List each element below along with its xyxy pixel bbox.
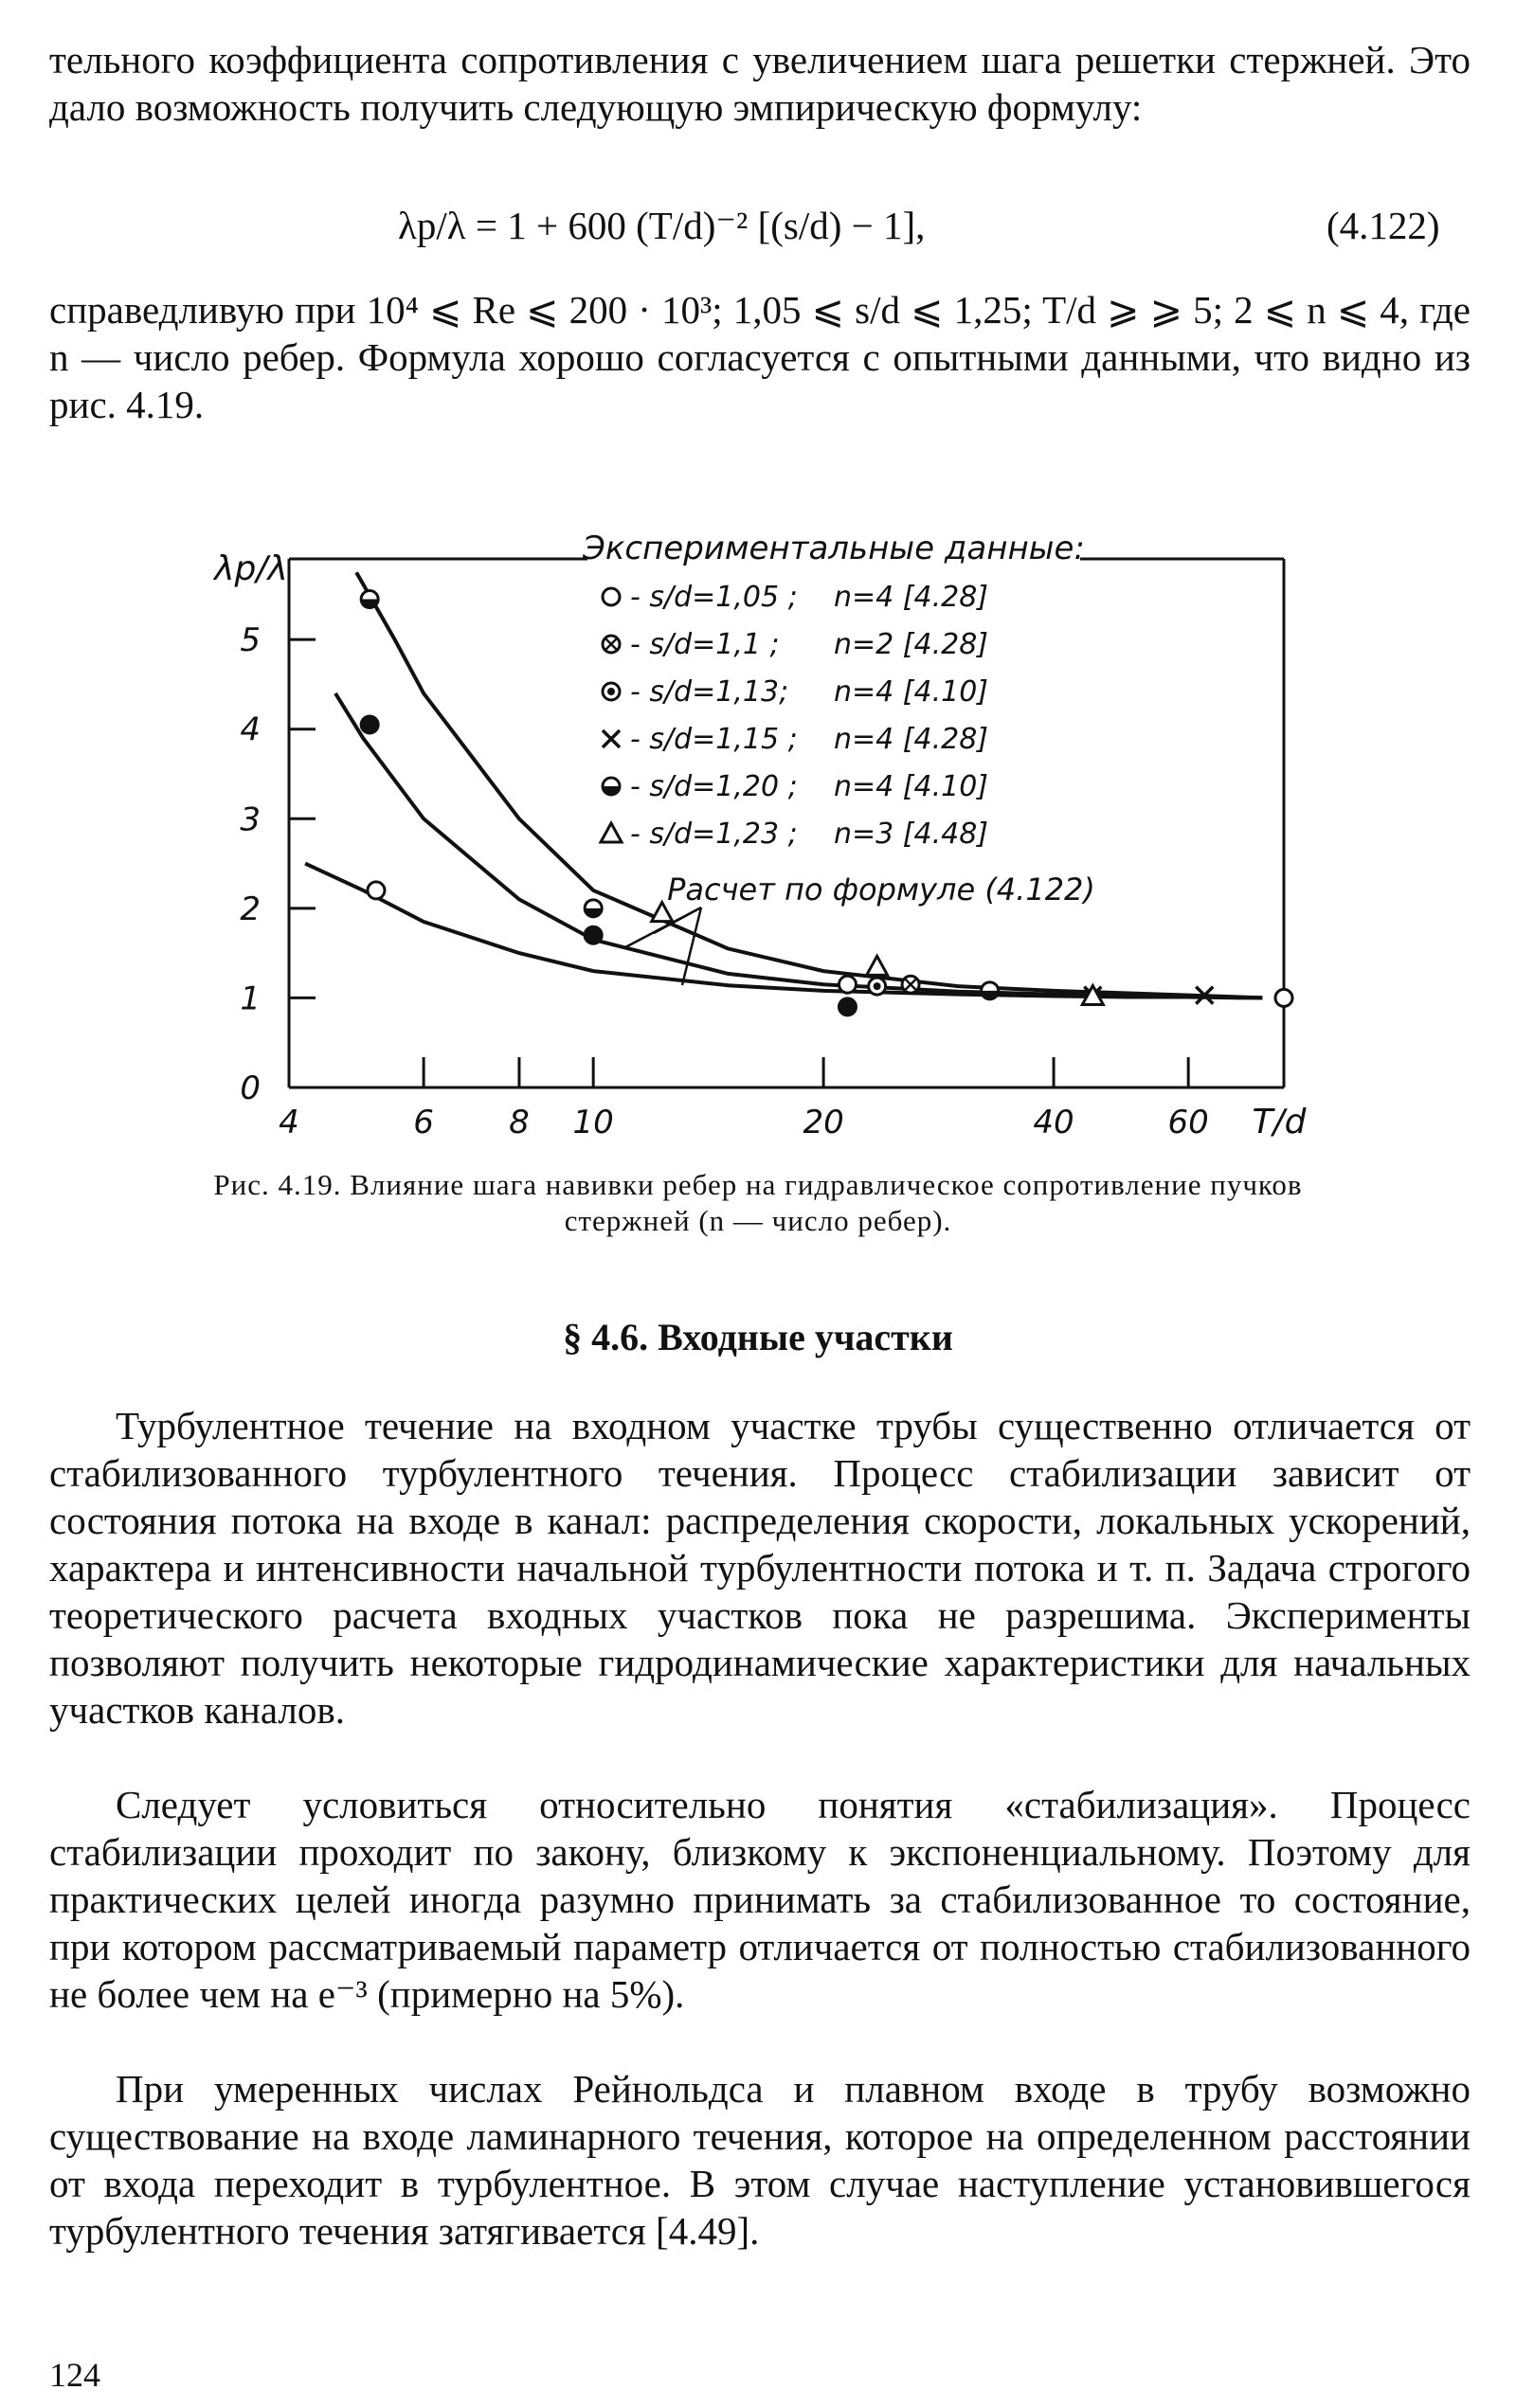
validity-paragraph: справедливую при 10⁴ ⩽ Re ⩽ 200 · 10³; 1,05 ⩽ s/d ⩽ 1,25; T/d ⩾ ⩾ 5; 2 ⩽ n ⩽ 4, где n — число ребер. Формула хорошо согласуется с опытными данными, что видно из рис. 4.19. — [49, 288, 1471, 426]
legend-n: n=4 [4.28] — [834, 581, 988, 614]
data-point-open-circle — [1275, 989, 1292, 1006]
x-axis-label: T/d — [1252, 1103, 1307, 1141]
formula: λp/λ = 1 + 600 (T/d)⁻² [(s/d) − 1], — [398, 204, 926, 247]
legend-label: - s/d=1,20 ; — [630, 770, 798, 803]
legend-marker-triangle — [601, 823, 622, 842]
data-point-filled-circle — [585, 926, 602, 943]
data-point-filled-circle — [839, 998, 856, 1015]
paragraph-laminar: При умеренных числах Рейнольдса и плавном входе в трубу возможно существование на входе ламинарного течения, которое на определенном расстоянии от входа переходит в турбулентное. В этом случае наступление установившегося турбулентного течения затягивается [4.49]. — [49, 2067, 1471, 2253]
figure-caption: Рис. 4.19. Влияние шага навивки ребер на гидравлическое сопротивление пучков стержней (n — число ребер). — [213, 1168, 1303, 1237]
y-tick-label: 4 — [240, 710, 261, 749]
legend-n: n=2 [4.28] — [834, 628, 988, 661]
formula-number: (4.122) — [1326, 204, 1440, 247]
legend-title: Экспериментальные данные: — [583, 530, 1085, 567]
legend-n: n=4 [4.10] — [834, 770, 988, 803]
x-tick-label: 40 — [1033, 1104, 1074, 1141]
x-tick-label: 20 — [803, 1104, 844, 1141]
legend-n: n=3 [4.48] — [834, 818, 988, 851]
data-point-open-circle — [839, 976, 856, 993]
y-tick-label: 1 — [240, 979, 261, 1018]
legend-n: n=4 [4.28] — [834, 723, 988, 756]
x-tick-label: 4 — [279, 1104, 299, 1141]
x-tick-label: 60 — [1167, 1104, 1209, 1141]
page-number: 124 — [49, 2356, 100, 2394]
figure-4-19-chart — [0, 0, 1516, 1165]
data-point-filled-circle — [361, 716, 378, 733]
x-tick-label: 8 — [509, 1104, 530, 1141]
y-tick-label: 3 — [240, 800, 261, 839]
data-point-triangle — [867, 956, 888, 975]
legend-marker-open-circle — [603, 588, 620, 605]
x-tick-label: 6 — [413, 1104, 434, 1141]
y-tick-label: 0 — [240, 1069, 261, 1107]
legend-marker-cross — [603, 730, 620, 747]
paragraph-turbulent: Турбулентное течение на входном участке трубы существенно отличается от стабилизованного турбулентного течения. Процесс стабилизации зависит от состояния потока на входе в канал: распределения скорости, локальных ускорений, характера и интенсивности начальной турбулентности потока и т. п. Задача строгого теоретического расчета входных участков пока не разрешима. Эксперименты позволяют получить некоторые гидродинамические характеристики для начальных участков каналов. — [49, 1404, 1471, 1732]
legend-marker-dotted-circle-dot — [607, 688, 615, 695]
legend-n: n=4 [4.10] — [834, 675, 988, 709]
legend-label: - s/d=1,1 ; — [630, 628, 780, 661]
legend-label: - s/d=1,05 ; — [630, 581, 798, 614]
curve-s/d=1,2 — [356, 572, 1262, 997]
data-point-dotted-circle-dot — [874, 982, 881, 990]
section-heading: § 4.6. Входные участки — [563, 1316, 953, 1358]
formula-curve-label: Расчет по формуле (4.122) — [667, 872, 1095, 907]
legend-label: - s/d=1,23 ; — [630, 818, 798, 851]
data-point-open-circle — [368, 882, 385, 899]
x-tick-label: 10 — [572, 1104, 614, 1141]
y-tick-label: 5 — [240, 621, 261, 660]
legend-label: - s/d=1,15 ; — [630, 723, 798, 756]
curve-s/d=1,1 — [335, 693, 1262, 998]
paragraph-stabilization: Следует условиться относительно понятия «стабилизация». Процесс стабилизации проходит по закону, близкому к экспоненциальному. Поэтому для практических целей иногда разумно принимать за стабилизованное то состояние, при котором рассматриваемый параметр отличается от полностью стабилизованного не более чем на e⁻³ (примерно на 5%). — [49, 1783, 1471, 2016]
y-tick-label: 2 — [240, 890, 261, 928]
intro-paragraph: тельного коэффициента сопротивления с увеличением шага решетки стержней. Это дало возможность получить следующую эмпирическую формулу: — [49, 38, 1471, 129]
y-axis-label: λp/λ — [214, 549, 288, 588]
legend-label: - s/d=1,13; — [630, 675, 789, 709]
